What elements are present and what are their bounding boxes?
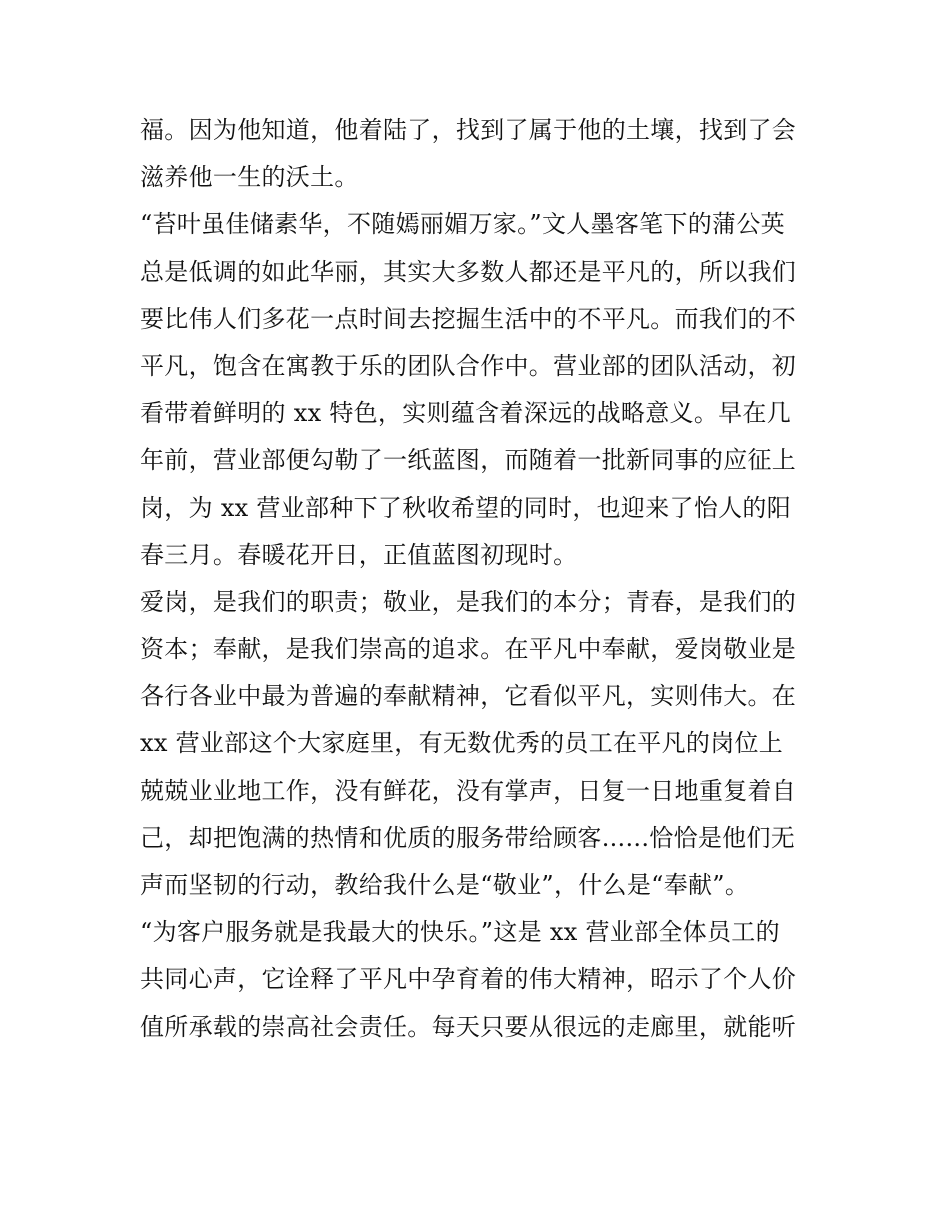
text-line: 平凡，饱含在寓教于乐的团队合作中。营业部的团队活动，初 — [140, 351, 797, 380]
text-line: 滋养他一生的沃土。 — [140, 163, 359, 192]
text-line: 福。因为他知道，他着陆了，找到了属于他的土壤，找到了会 — [140, 116, 797, 144]
text-line: “苔叶虽佳储素华，不随嫣丽媚万家。”文人墨客笔下的蒲公英 — [140, 210, 785, 239]
text-line: 共同心声，它诠释了平凡中孕育着的伟大精神，昭示了个人价 — [140, 965, 797, 994]
text-line: 看带着鲜明的 xx 特色，实则蕴含着深远的战略意义。早在几 — [140, 399, 792, 428]
text-line: 声而坚韧的行动，教给我什么是“敬业”，什么是“奉献”。 — [140, 871, 750, 899]
text-line: 岗，为 xx 营业部种下了秋收希望的同时，也迎来了怡人的阳 — [140, 493, 792, 522]
text-line: 己，却把饱满的热情和优质的服务带给顾客......恰恰是他们无 — [140, 823, 796, 852]
text-line: 各行各业中最为普遍的奉献精神，它看似平凡，实则伟大。在 — [140, 682, 797, 711]
text-line: 兢兢业业地工作，没有鲜花，没有掌声，日复一日地重复着自 — [140, 776, 797, 805]
text-line: xx 营业部这个大家庭里，有无数优秀的员工在平凡的岗位上 — [140, 729, 784, 758]
text-line: 要比伟人们多花一点时间去挖掘生活中的不平凡。而我们的不 — [140, 304, 797, 333]
text-line: 资本；奉献，是我们崇高的追求。在平凡中奉献，爱岗敬业是 — [140, 635, 797, 664]
text-line: “为客户服务就是我最大的快乐。”这是 xx 营业部全体员工的 — [140, 918, 780, 947]
text-line: 年前，营业部便勾勒了一纸蓝图，而随着一批新同事的应征上 — [140, 446, 797, 475]
text-line: 总是低调的如此华丽，其实大多数人都还是平凡的，所以我们 — [140, 257, 797, 286]
body-text — [140, 107, 820, 1051]
text-line: 春三月。春暖花开日，正值蓝图初现时。 — [140, 540, 578, 569]
text-line: 值所承载的崇高社会责任。每天只要从很远的走廊里，就能听 — [140, 1012, 797, 1041]
text-line: 爱岗，是我们的职责；敬业，是我们的本分；青春，是我们的 — [140, 587, 797, 616]
